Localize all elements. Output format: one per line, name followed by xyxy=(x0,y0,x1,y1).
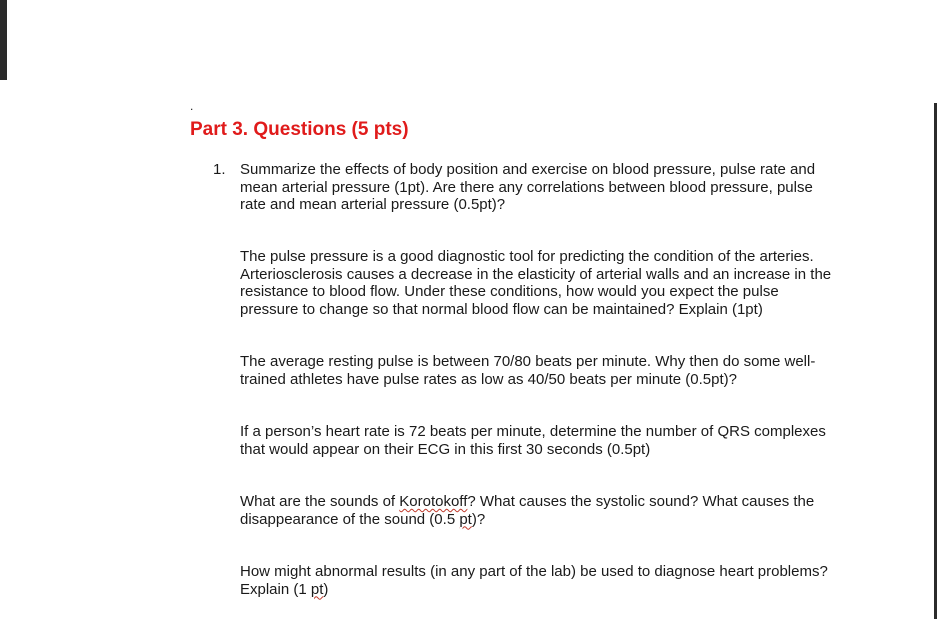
question-4: If a person’s heart rate is 72 beats per minute, determine the number of QRS complexes that would appear on their ECG in this first 30 seconds (0.5pt) xyxy=(240,423,826,458)
spelling-flag-pt: pt xyxy=(459,510,472,528)
question-5-part-e: )? xyxy=(471,510,486,528)
spelling-flag-pt: pt xyxy=(310,580,324,598)
section-heading: Part 3. Questions (5 pts) xyxy=(190,119,409,140)
question-number: 1. xyxy=(213,161,226,178)
stray-bullet: . xyxy=(190,99,194,113)
question-5-part-a: What are the sounds of xyxy=(240,493,400,510)
question-5 xyxy=(240,493,840,528)
question-5-part-c: ? What causes the systolic sound? What causes the disappearance of the sound (0.5 xyxy=(240,493,815,528)
question-6-part-a: How might abnormal results (in any part of the lab) be used to diagnose heart problems? Explain (1 xyxy=(240,563,828,598)
question-6 xyxy=(240,563,840,598)
question-3: The average resting pulse is between 70/80 beats per minute. Why then do some well-trained athletes have pulse rates as low as 40/50 beats per minute (0.5pt)? xyxy=(240,353,816,388)
question-1: Summarize the effects of body position and exercise on blood pressure, pulse rate and mean arterial pressure (1pt). Are there any correlations between blood pressure, pulse rate and mean arterial pressure (0.5pt)? xyxy=(240,161,816,213)
spelling-flag-korotokoff: Korotokoff xyxy=(399,493,468,510)
question-2: The pulse pressure is a good diagnostic tool for predicting the condition of the arteries. Arteriosclerosis causes a decrease in the elasticity of arterial walls and an increase in the resistance to blood flow. Under these conditions, how would you expect the pulse pressure to change so that normal blood flow can be maintained? Explain (1pt) xyxy=(240,248,832,318)
right-edge-bar xyxy=(934,103,937,619)
question-6-part-c: ) xyxy=(323,580,329,598)
left-edge-bar xyxy=(0,0,7,80)
